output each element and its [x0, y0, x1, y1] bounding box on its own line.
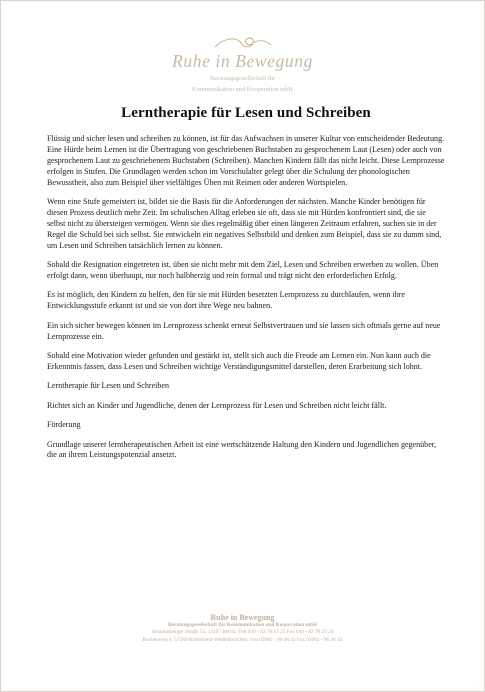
swirl-ornament-icon	[211, 33, 275, 53]
section-heading-foerderung: Förderung	[47, 420, 81, 430]
section-heading-lerntherapie: Lerntherapie für Lesen und Schreiben	[47, 381, 169, 391]
paragraph-stages: Wenn eine Stufe gemeistert ist, bildet sie die Basis für die Anforderungen der nächsten. Manche Kinder benötigen für diesen Prozess deutlich mehr Zeit. Im schulischen Alltag erleben sie oft, dass sie mit Hürden konfrontiert sind, die sie selbst nicht zu übersteigen vermögen. Wenn sie dies regelmäßig über einen längeren Zeitraum erfahren, suchen sie in der Regel die Schuld bei sich selbst. Sie entwickeln ein negatives Selbstbild und denken zum Beispiel, dass sie zu dumm sind, um Lesen und Schreiben tatsächlich lernen zu können.	[47, 197, 442, 250]
document-title: Lerntherapie für Lesen und Schreiben	[121, 105, 371, 121]
paragraph-motivation: Sobald eine Motivation wieder gefunden und gestärkt ist, stellt sich auch die Freude am Lernen ein. Nun kann auch die Erkenntnis fassen, dass Lesen und Schreiben wichtige Verständigungsmittel darstellen, deren Erarbeitung sich lohnt.	[47, 351, 431, 371]
brand-subtitle-line2: Kommunikation und Kooperation mbH	[192, 86, 293, 93]
document-body	[47, 105, 445, 470]
footer-company: Beratungsgesellschaft für Kommunikation und Kooperation mbH	[168, 622, 317, 628]
letterhead	[1, 33, 484, 94]
paragraph-intro: Flüssig und sicher lesen und schreiben zu können, ist für das Aufwachsen in unserer Kultur von entscheidender Bedeutung. Eine Hürde beim Lernen ist die Übertragung von geschriebenen Buchstaben zu gesprochenem Laut (Lesen) oder auch von gesprochenem Laut zu geschriebenem Buchstaben (Schreiben). Manchen Kindern fällt das nicht leicht. Diese Lernprozesse erfolgen in Stufen. Die Grundlagen werden schon im Vorschulalter gelegt über die Schulung der phonologischen Bewusstheit, also zum Beispiel über vielfältiges Üben mit Reimen oder anderen Wortspielen.	[47, 134, 445, 187]
footer-brand-name: Ruhe in Bewegung	[210, 613, 275, 622]
brand-subtitle-line1: Beratungsgesellschaft für	[209, 75, 276, 82]
paragraph-resignation: Sobald die Resignation eingetreten ist, üben sie nicht mehr mit dem Ziel, Lesen und Schreiben erwerben zu wollen. Üben erfolgt dann, wenn überhaupt, nur noch halbherzig und rein formal und trägt nicht den erforderlichen Erfolg.	[47, 260, 439, 280]
paragraph-foundation: Grundlage unserer lerntherapeutischen Arbeit ist eine wertschätzende Haltung den Kindern und Jugendlichen gegenüber, die an ihrem Leistungspotenzial ansetzt.	[47, 439, 437, 460]
paragraph-confidence: Ein sich sicher bewegen können im Lernprozess schenkt erneut Selbstvertrauen und sie lassen sich oftmals gerne auf neue Lernprozesse ein.	[47, 320, 441, 341]
footer-address-berlin: Johannisberger Straße 53, 14197 Berlin, Fon 030 - 82 70 23 25 Fax 030 - 82 70 23 24	[151, 629, 334, 636]
footer	[1, 613, 484, 644]
footer-address-buchenweg: Buchenweg 4, 57589 Birkenbeul-Weißenbrüchen, Fon 02682 - 96 48 42 Fax 02682 - 96 48 42	[142, 636, 343, 643]
brand-name: Ruhe in Bewegung	[172, 51, 313, 71]
paragraph-help: Es ist möglich, den Kindern zu helfen, den für sie mit Hürden besetzten Lernprozess zu durchlaufen, wenn ihre Entwicklungsstufe erkannt ist und sie von dort ihre Wege neu bahnen.	[47, 290, 405, 311]
paragraph-target-group: Richtet sich an Kinder und Jugendliche, denen der Lernprozess für Lesen und Schreiben nicht leicht fällt.	[47, 400, 387, 410]
